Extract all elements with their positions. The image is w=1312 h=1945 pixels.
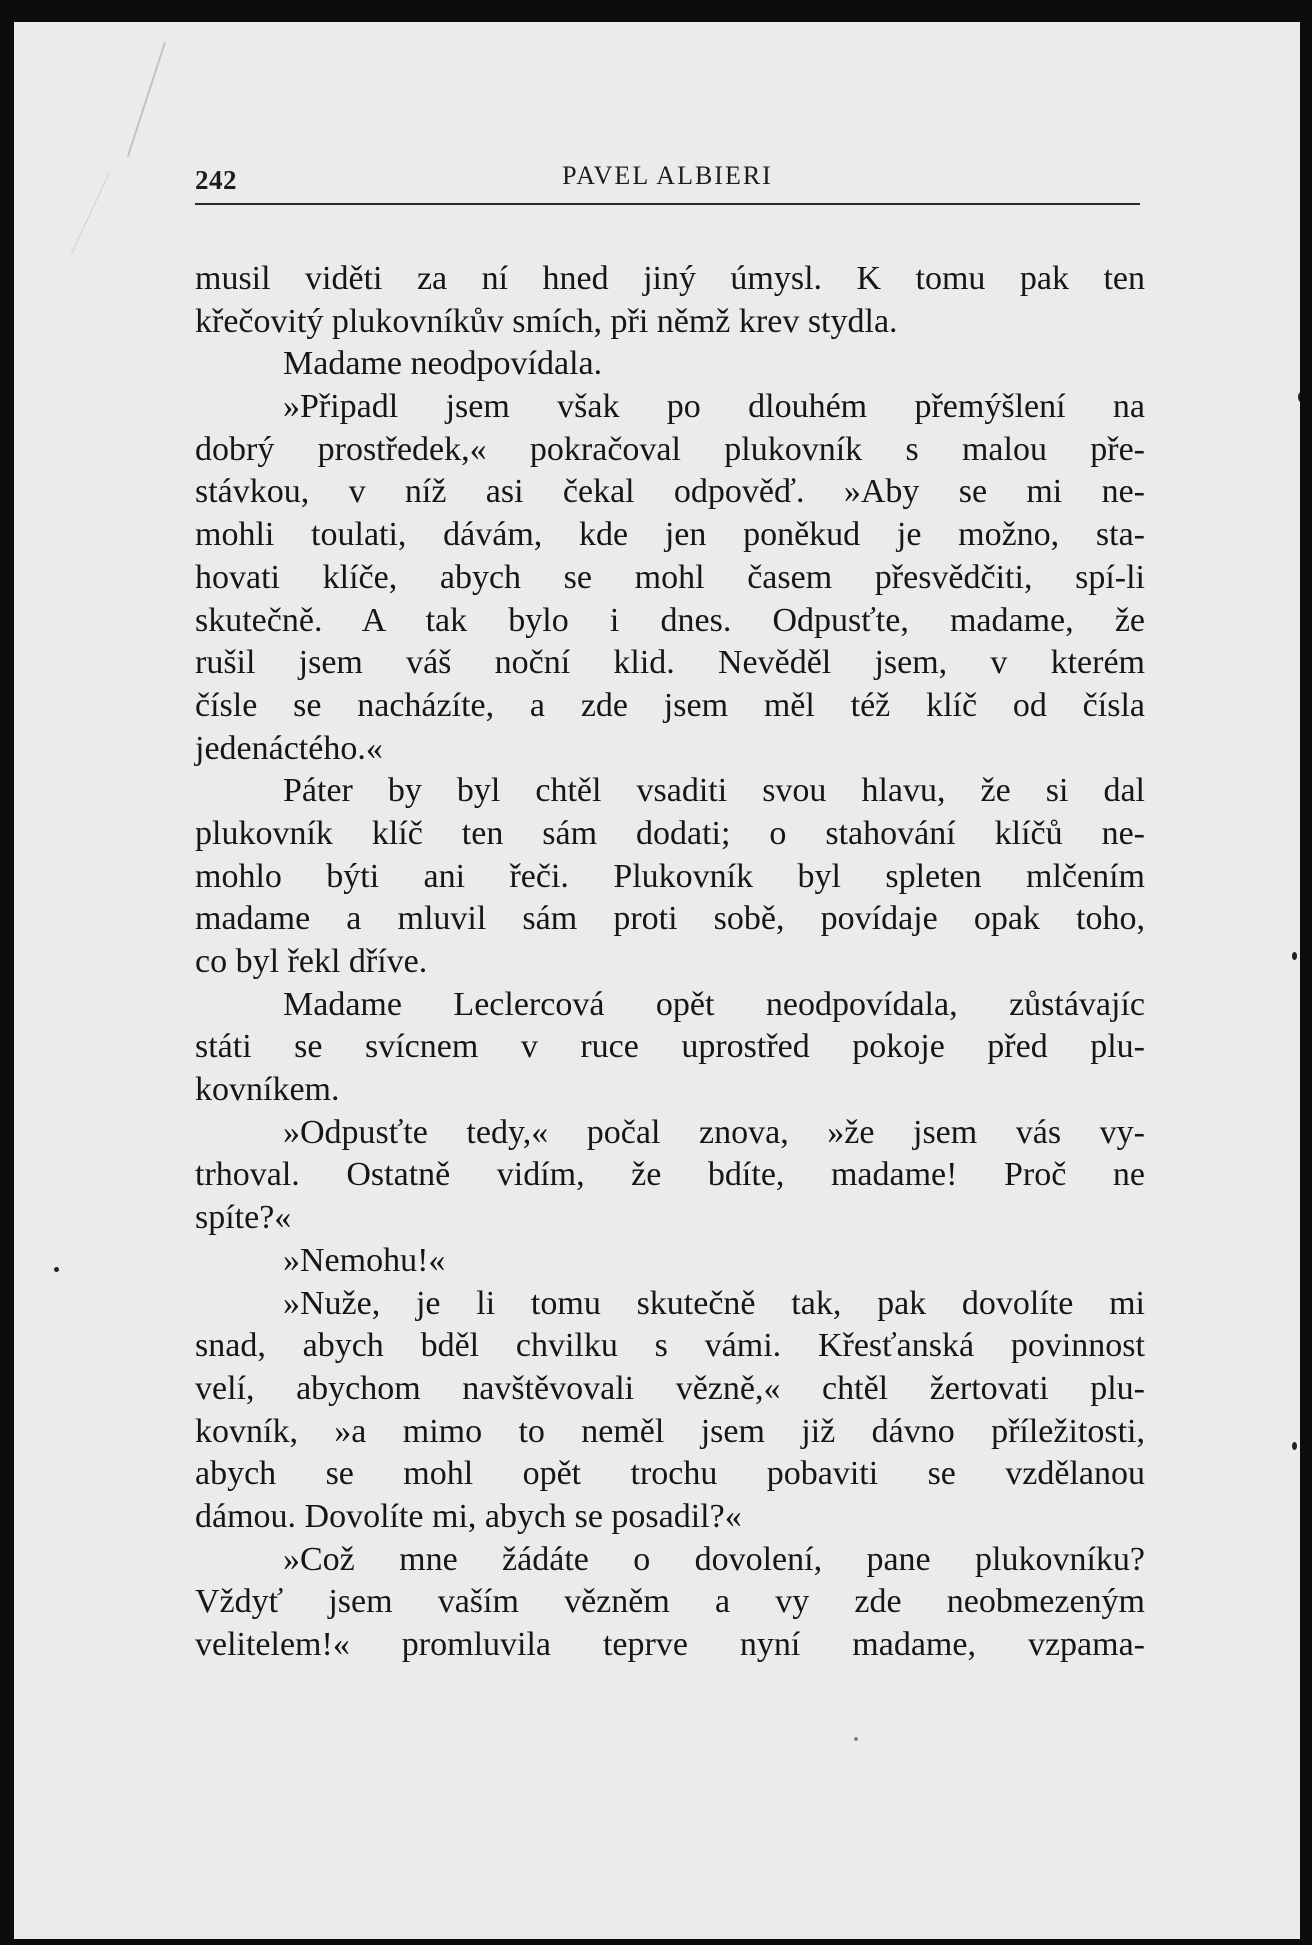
scan-scratch <box>127 42 166 157</box>
text-line: dámou. Dovolíte mi, abych se posadil?« <box>195 1497 742 1535</box>
text-line: skutečně. A tak bylo i dnes. Odpusťte, madame, že <box>195 601 1145 639</box>
scan-border-top <box>0 0 1312 22</box>
text-line: jedenáctého.« <box>195 729 383 767</box>
scan-scratch <box>71 172 110 254</box>
text-line: velitelem!« promluvila teprve nyní madame, vzpama- <box>195 1626 1145 1663</box>
text-line: čísle se nacházíte, a zde jsem měl též klíč od čísla <box>195 686 1145 724</box>
scan-speck <box>1298 392 1300 402</box>
text-line: Páter by byl chtěl vsaditi svou hlavu, že si dal <box>283 772 1145 810</box>
page-number: 242 <box>195 165 237 195</box>
text-line: Madame Leclercová opět neodpovídala, zůstávajíc <box>283 985 1145 1023</box>
running-head: PAVEL ALBIERI <box>562 161 773 190</box>
text-line: co byl řekl dříve. <box>195 943 428 980</box>
text-line: musil viděti za ní hned jiný úmysl. K tomu pak ten <box>195 260 1145 297</box>
text-line: stávkou, v níž asi čekal odpověď. »Aby se mi ne- <box>195 473 1145 511</box>
text-line: mohlo býti ani řeči. Plukovník byl spleten mlčením <box>195 857 1145 895</box>
text-line: křečovitý plukovníkův smích, při němž krev stydla. <box>195 302 898 340</box>
text-line: plukovník klíč ten sám dodati; o stahování klíčů ne- <box>195 814 1145 852</box>
text-line: madame a mluvil sám proti sobě, povídaje opak toho, <box>195 900 1145 938</box>
text-line: mohli toulati, dávám, kde jen poněkud je možno, sta- <box>195 516 1145 554</box>
text-line: kovníkem. <box>195 1071 340 1109</box>
text-line: velí, abychom navštěvovali vězně,« chtěl žertovati plu- <box>195 1369 1145 1407</box>
body-text <box>195 258 1145 1667</box>
scan-speck <box>854 1737 858 1741</box>
text-line: dobrý prostředek,« pokračoval plukovník s malou pře- <box>195 430 1145 468</box>
text-line: »Což mne žádáte o dovolení, pane plukovníku? <box>283 1540 1145 1578</box>
scan-speck <box>1292 952 1297 960</box>
text-line: spíte?« <box>195 1199 292 1237</box>
text-line: »Připadl jsem však po dlouhém přemýšlení na <box>283 388 1145 426</box>
text-line: Madame neodpovídala. <box>283 345 603 383</box>
text-line: »Odpusťte tedy,« počal znova, »že jsem vás vy- <box>283 1113 1145 1151</box>
scan-speck <box>54 1267 59 1272</box>
text-line: trhoval. Ostatně vidím, že bdíte, madame! Proč ne <box>195 1156 1145 1194</box>
text-line: Vždyť jsem vaším vězněm a vy zde neobmezeným <box>195 1583 1145 1621</box>
text-line: státi se svícnem v ruce uprostřed pokoje před plu- <box>195 1028 1145 1066</box>
text-line: kovník, »a mimo to neměl jsem již dávno příležitosti, <box>195 1412 1145 1450</box>
header-rule <box>195 203 1140 205</box>
text-line: »Nemohu!« <box>283 1241 446 1279</box>
text-line: abych se mohl opět trochu pobaviti se vzdělanou <box>195 1455 1145 1493</box>
page-header <box>195 155 1140 201</box>
text-line: rušil jsem váš noční klid. Nevěděl jsem, v kterém <box>195 644 1145 682</box>
text-line: hovati klíče, abych se mohl časem přesvědčiti, spí-li <box>195 558 1145 596</box>
text-line: snad, abych bděl chvilku s vámi. Křesťanská povinnost <box>195 1327 1145 1365</box>
text-line: »Nuže, je li tomu skutečně tak, pak dovolíte mi <box>283 1284 1145 1322</box>
scan-speck <box>1292 1442 1297 1450</box>
